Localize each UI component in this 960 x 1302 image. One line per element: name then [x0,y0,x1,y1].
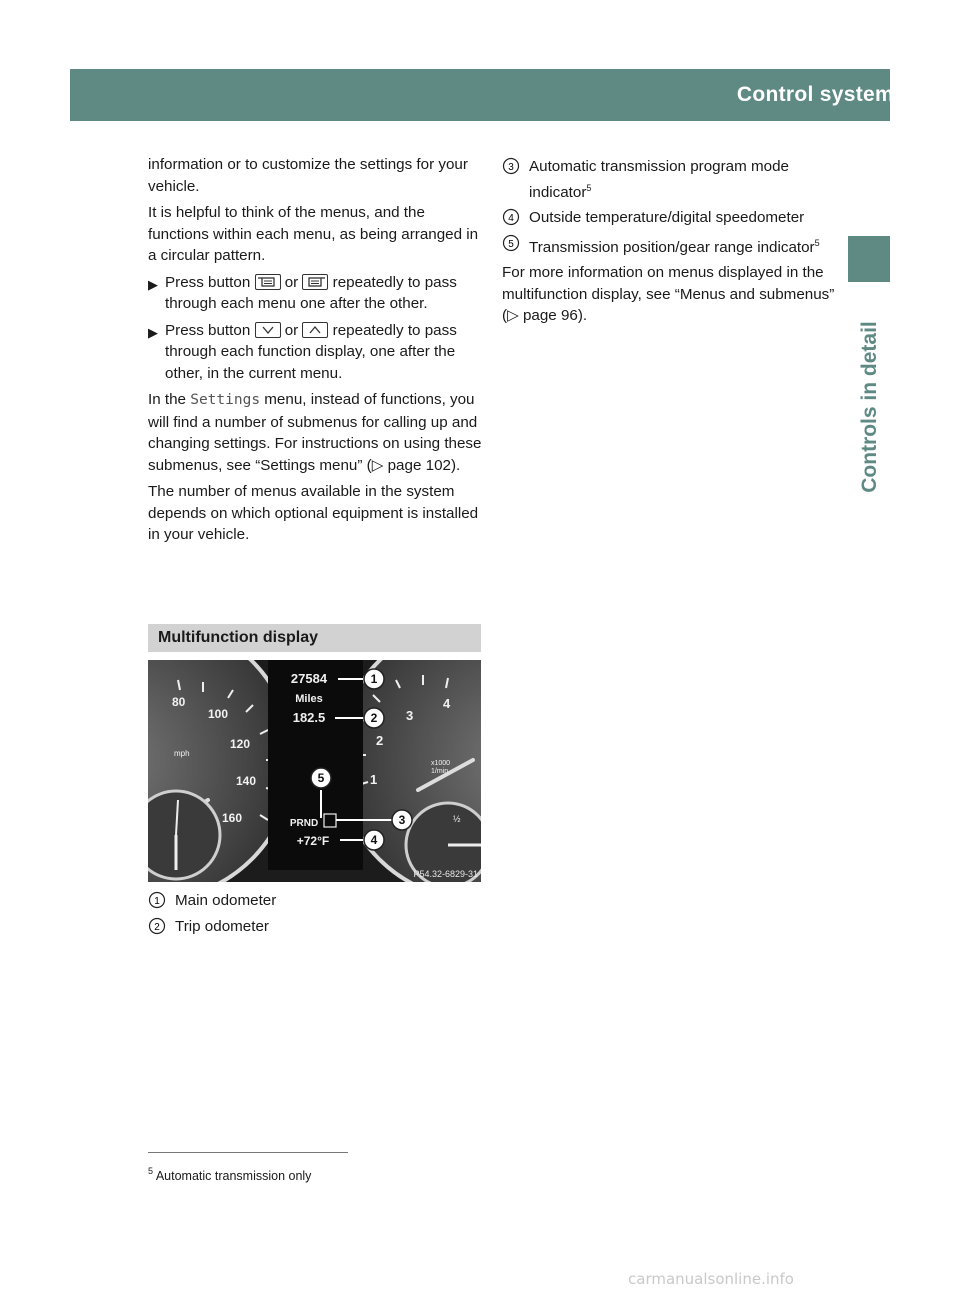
header-divider [902,69,905,121]
svg-text:4: 4 [508,213,514,224]
legend-text: Main odometer [175,892,277,909]
instrument-cluster-figure [148,660,481,882]
svg-text:2: 2 [376,733,384,748]
footnote-text: Automatic transmission only [155,1169,312,1183]
figure-legend-left [148,890,484,941]
left-column [148,154,484,551]
page-title: Control system [736,83,894,106]
svg-text:2: 2 [370,711,378,725]
up-arrow-button-icon [255,322,281,338]
right-column [502,156,838,332]
svg-text:½: ½ [453,814,461,824]
header-bar [70,69,942,121]
footnote-ref: 5 [586,182,592,193]
footnote-ref: 5 [814,237,820,248]
paragraph: The number of menus available in the system depends on which optional equipment is installed in your vehicle. [148,483,479,543]
paragraph: It is helpful to think of the menus, and the functions within each menu, as being arranged in a circular pattern. [148,204,479,264]
side-tab-marker [848,236,890,282]
svg-text:27584: 27584 [290,671,328,686]
legend-item [502,233,838,259]
paragraph: For more information on menus displayed in the multifunction display, see “Menus and submenus” (▷ page 96). [502,264,835,324]
svg-text:PRND: PRND [289,818,319,829]
svg-text:5: 5 [508,238,514,250]
arrow-bullet-icon: ▶ [148,276,158,292]
svg-text:3: 3 [406,708,414,723]
menu-back-button-icon [255,274,281,290]
svg-text:+72°F: +72°F [296,834,330,848]
page-reference-icon: ▷ [507,307,519,324]
legend-item [148,890,484,912]
svg-text:100: 100 [208,707,229,721]
svg-text:x1000: x1000 [431,760,451,767]
section-heading-text: Multifunction display [158,629,318,646]
callout-number-icon [148,891,166,909]
page-number: 95 [920,85,942,105]
section-heading [148,624,481,652]
svg-text:1: 1 [370,772,378,787]
instruction-text: Press button or repeatedly to pass through each menu one after the other. [165,273,457,312]
footnote-divider [148,1152,348,1153]
callout-number-icon [148,917,166,935]
svg-text:5: 5 [317,771,325,785]
svg-text:mph: mph [174,749,190,758]
instruction-bullet [148,320,484,385]
instrument-cluster-image [148,660,481,882]
legend-text: Transmission position/gear range indicator$^5$ [529,237,820,256]
arrow-bullet-icon: ▶ [148,324,158,340]
settings-menu-name: Settings [190,392,261,408]
callout-number-icon [502,157,520,175]
callout-number-icon [502,234,520,252]
legend-item [148,916,484,938]
svg-text:1/min: 1/min [431,768,449,775]
svg-text:160: 160 [222,811,243,825]
legend-item [502,156,838,203]
page-reference-link[interactable]: page 102). [383,456,461,474]
svg-text:120: 120 [230,737,251,751]
svg-text:Miles: Miles [295,693,323,705]
legend-text: Automatic transmission program mode indicator$^5$ [529,158,789,201]
side-section-label-text: Controls in detail [858,321,881,493]
menu-forward-button-icon [302,274,328,290]
svg-text:80: 80 [172,695,186,709]
paragraph: information or to customize the settings for your vehicle. [148,156,468,195]
watermark: carmanualsonline.info [628,1270,794,1288]
instruction-bullet [148,272,484,315]
legend-text: Outside temperature/digital speedometer [529,209,805,226]
svg-text:3: 3 [398,813,406,827]
side-section-label [846,300,894,514]
svg-text:3: 3 [508,162,514,173]
legend-text: Trip odometer [175,917,269,935]
footnote-number: 5 [148,1166,154,1176]
svg-text:140: 140 [236,774,257,788]
svg-text:1: 1 [154,896,160,907]
svg-text:4: 4 [443,696,451,711]
svg-text:1: 1 [370,672,378,686]
paragraph: In the Settings menu, instead of functions, you will find a number of submenus for calling up and changing settings. For instructions on using these submenus, see “Settings menu” (▷ page 102). [148,391,482,474]
footnote [148,1166,311,1183]
page-reference-link[interactable]: page 96). [518,307,588,324]
callout-number-icon [502,208,520,226]
page-reference-icon: ▷ [371,456,384,474]
svg-text:182.5: 182.5 [292,710,326,725]
down-arrow-button-icon [302,322,328,338]
svg-text:2: 2 [154,921,160,933]
legend-item [502,207,838,229]
svg-text:P54.32-6829-31: P54.32-6829-31 [413,869,478,879]
svg-text:4: 4 [370,833,378,847]
instruction-text: Press button or repeatedly to pass through each function display, one after the other, in the current menu. [165,321,457,382]
